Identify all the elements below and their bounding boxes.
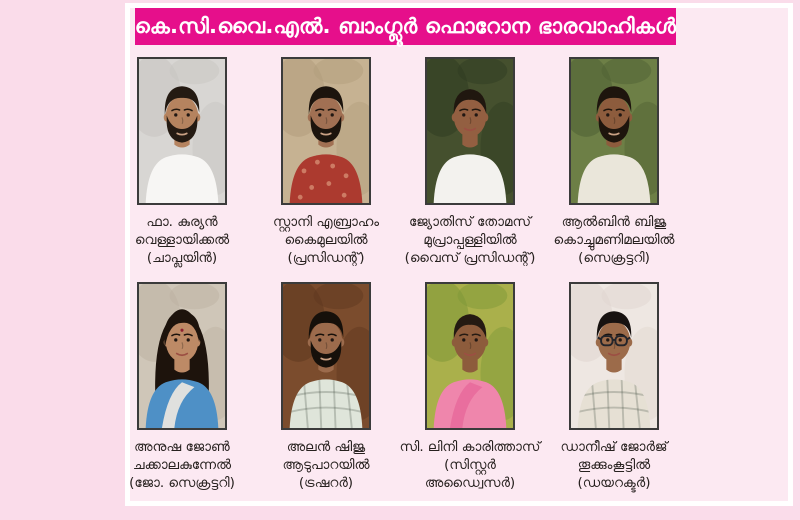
headline-banner	[135, 8, 676, 45]
person-card	[254, 282, 398, 492]
person-house-line: വെള്ളായിക്കൽ	[134, 232, 230, 248]
person-role: (വൈസ് പ്രസിഡന്റ്)	[404, 250, 536, 266]
person-role: (സെക്രട്ടറി)	[578, 250, 650, 266]
person-caption	[254, 213, 398, 267]
person-caption	[542, 213, 686, 267]
person-card	[542, 282, 686, 492]
person-name-line: ആൽബിൻ ബിജു	[561, 214, 667, 230]
person-name-line: ഫാ. കുര്യൻ	[146, 214, 218, 230]
person-house-line: കൈമുലയിൽ	[284, 232, 368, 248]
person-caption	[542, 438, 686, 492]
person-role: (ട്രഷറർ)	[298, 475, 354, 491]
person-card	[110, 57, 254, 267]
person-house-line: മുപ്രാപ്പള്ളിയിൽ	[423, 232, 517, 248]
person-card	[110, 282, 254, 492]
portrait-photo	[137, 57, 227, 205]
person-role: (ജോ. സെക്രട്ടറി)	[129, 475, 235, 491]
portrait-photo	[569, 282, 659, 430]
person-caption	[398, 213, 542, 267]
person-name-line: സ്റ്റാനി എബ്രാഹം	[273, 214, 379, 230]
portrait-photo	[281, 57, 371, 205]
person-card	[542, 57, 686, 267]
person-house-line: തൂക്കുംകൂട്ടിൽ	[577, 457, 651, 473]
portrait-photo	[281, 282, 371, 430]
person-card	[398, 57, 542, 267]
person-name-line: അലൻ ഷിജു	[286, 439, 366, 455]
person-name-line: ഡാനീഷ് ജോർജ്	[560, 439, 668, 455]
person-house-line: ചക്കാലകുന്നേൽ	[132, 457, 232, 473]
person-role: (ഡയറക്ടർ)	[577, 475, 651, 491]
person-house-line: ആടുപാറയിൽ	[282, 457, 370, 473]
person-name-line: അനുഷ ജോൺ	[134, 439, 230, 455]
person-caption	[110, 213, 254, 267]
person-caption	[398, 438, 542, 492]
portrait-photo	[137, 282, 227, 430]
person-card	[254, 57, 398, 267]
person-role: (പ്രസിഡന്റ്)	[287, 250, 365, 266]
person-name-line: സി. ലിനി കാരിത്താസ്	[399, 439, 541, 455]
person-caption	[110, 438, 254, 492]
person-card	[398, 282, 542, 492]
person-role: (ചാപ്ലയിൻ)	[146, 250, 218, 266]
person-caption	[254, 438, 398, 492]
portrait-photo	[425, 57, 515, 205]
person-house-line: (സിസ്റ്റർ അഡ്വൈസർ)	[424, 457, 516, 491]
person-house-line: കൊച്ചുമണിമലയിൽ	[553, 232, 675, 248]
person-name-line: ജ്യോതിസ് തോമസ്	[409, 214, 531, 230]
headline-text: കെ.സി.വൈ.എൽ. ബാംഗ്ലൂർ ഫൊറോന ഭാരവാഹികൾ	[134, 14, 677, 38]
portrait-photo	[569, 57, 659, 205]
portrait-photo	[425, 282, 515, 430]
